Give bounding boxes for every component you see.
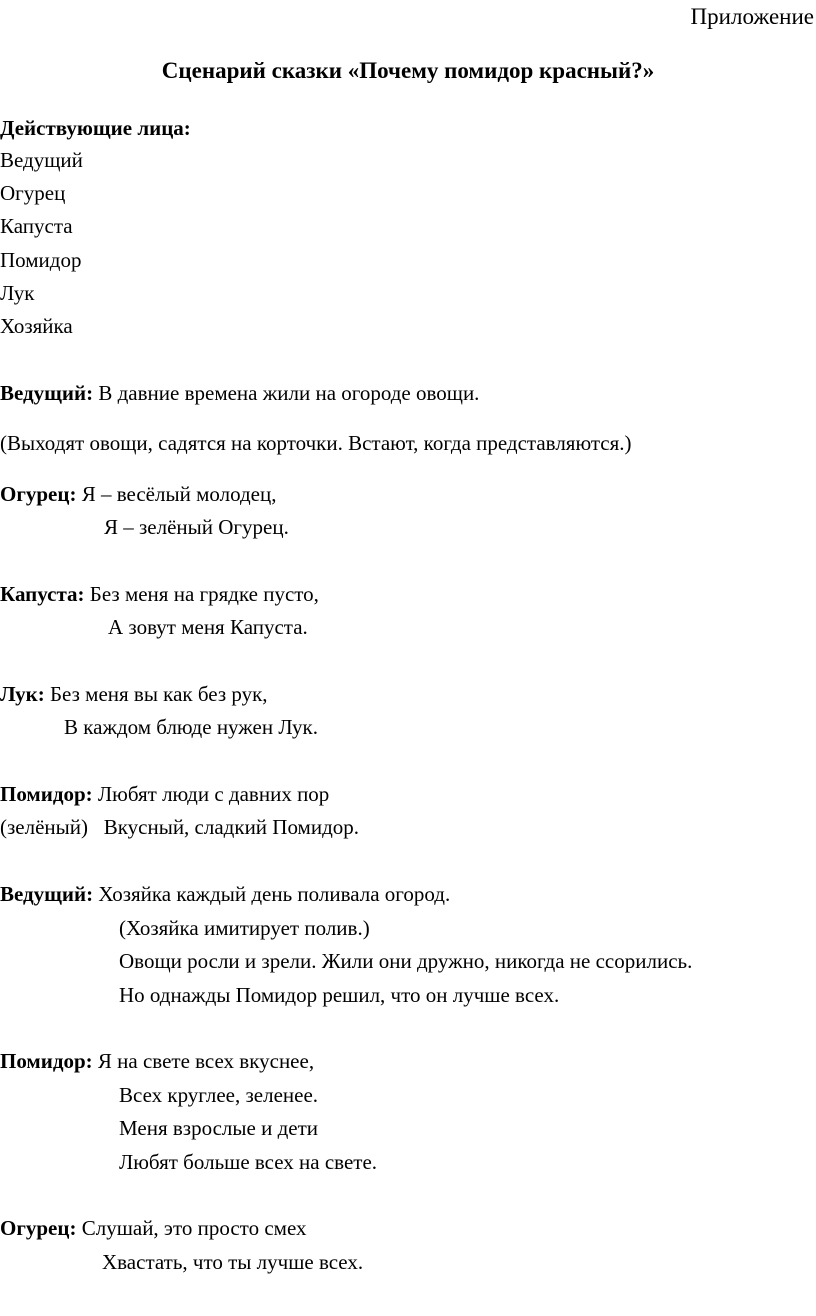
line-text: Но однажды Помидор решил, что он лучше всех. [119,983,560,1007]
speaker-name: Огурец: [0,1216,77,1240]
script-line [0,682,268,707]
line-text: В каждом блюде нужен Лук. [64,715,318,739]
speaker-name: Помидор: [0,1049,93,1073]
line-text: Любят больше всех на свете. [119,1150,378,1174]
speaker-name: Ведущий: [0,882,94,906]
script-line [0,882,450,907]
line-text: Я – весёлый молодец, [81,482,277,506]
speaker-name: Капуста: [0,582,85,606]
line-text: Хозяйка каждый день поливала огород. [98,882,451,906]
stage-direction: (Выходят овощи, садятся на корточки. Встают, когда представляются.) [0,431,632,455]
line-text: Любят люди с давних пор [97,782,330,806]
cast-member: Хозяйка [0,314,73,338]
line-text: Я на свете всех вкуснее, [97,1049,315,1073]
line-text: Хвастать, что ты лучше всех. [102,1250,364,1274]
line-text: (зелёный) Вкусный, сладкий Помидор. [0,815,360,839]
script-line [0,782,329,807]
line-text: Меня взрослые и дети [119,1116,318,1140]
document-title: Сценарий сказки «Почему помидор красный?» [161,58,655,83]
line-text: Я – зелёный Огурец. [104,515,289,539]
script-line [0,482,276,507]
line-text: А зовут меня Капуста. [108,615,308,639]
appendix-label: Приложение [690,4,814,29]
speaker-name: Ведущий: [0,381,94,405]
cast-member: Огурец [0,181,66,205]
line-text: Без меня вы как без рук, [49,682,268,706]
cast-member: Капуста [0,214,73,238]
script-line [0,582,319,607]
speaker-name: Огурец: [0,482,77,506]
cast-heading: Действующие лица: [0,116,191,140]
script-line [0,381,479,406]
cast-member: Помидор [0,248,82,272]
line-text: Без меня на грядке пусто, [89,582,319,606]
line-text: В давние времена жили на огороде овощи. [98,381,480,405]
line-text: Овощи росли и зрели. Жили они дружно, никогда не ссорились. [119,949,693,973]
speaker-name: Лук: [0,682,45,706]
speaker-name: Помидор: [0,782,93,806]
cast-member: Ведущий [0,148,83,172]
cast-member: Лук [0,281,35,305]
line-text: Слушай, это просто смех [81,1216,307,1240]
stage-direction: (Хозяйка имитирует полив.) [119,916,370,940]
line-text: Всех круглее, зеленее. [119,1083,319,1107]
script-line [0,1216,306,1241]
script-line [0,1049,314,1074]
